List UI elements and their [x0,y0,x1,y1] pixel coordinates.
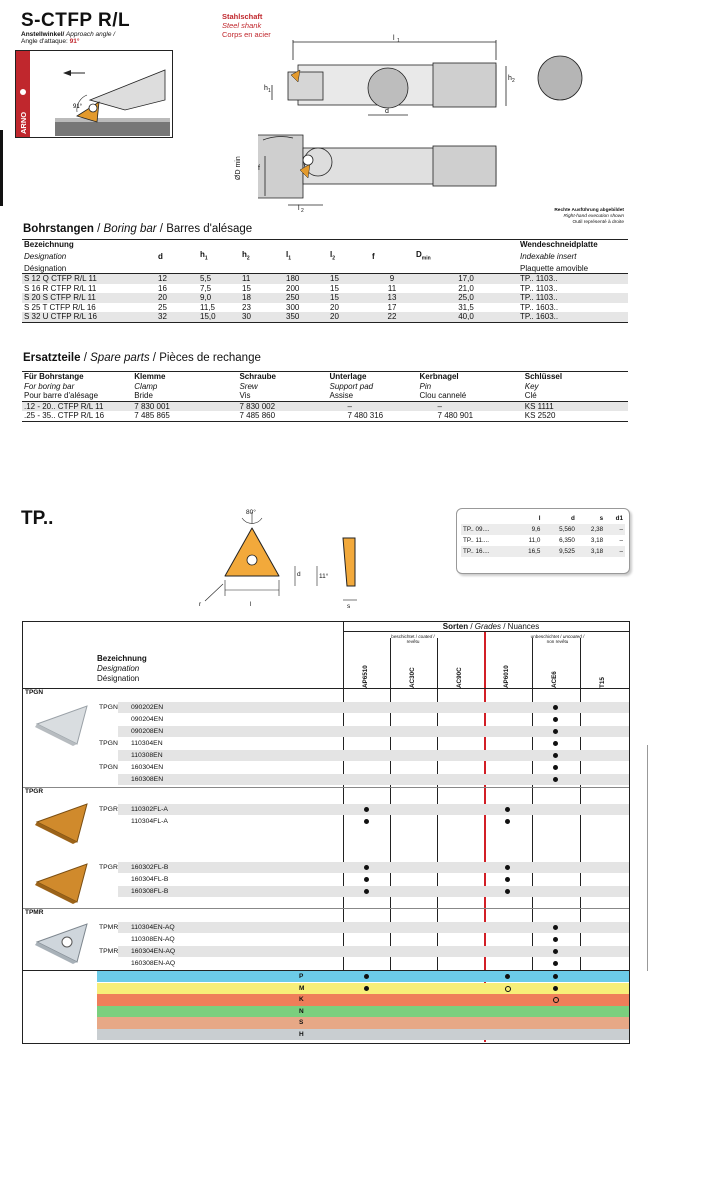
grade-name-ace6: ACE6 [551,671,558,688]
cell-insert: TP.. 1103.. [518,274,628,284]
availability-dot [364,889,369,894]
spare-col-3-de: Unterlage [329,372,367,381]
dim-cell: 6,350 [559,537,575,544]
spare-col-2-en: Srew [239,381,258,391]
availability-dot [553,753,558,758]
cell-designation: S 12 Q CTFP R/L 11 [22,274,156,284]
spare-col-0-en: For boring bar [24,381,75,391]
grade-name-ac90c: AC90C [456,667,463,688]
svg-text:d: d [297,571,301,578]
availability-dot [364,807,369,812]
approach-angle-diagram [15,50,175,140]
cell-designation: S 25 T CTFP R/L 16 [24,302,96,312]
grade-name-t15: T15 [599,677,606,688]
col-insert-de: Wendeschneidplatte [520,240,598,249]
group-divider [23,787,629,788]
availability-dot [553,777,558,782]
heading-de: Bohrstangen [23,223,94,235]
heading-fr: Barres d'alésage [166,223,253,235]
spare-col-0-fr: Pour barre d'alésage [24,391,99,400]
insert-code: 090202EN [131,704,164,711]
dim-header: l [538,515,541,522]
cell-d: 32 [156,312,198,322]
spare-cell: .25 - 35.. CTFP R/L 16 [24,411,105,420]
dim-header: s [599,515,604,522]
cell-dmin: 17,0 [414,274,518,284]
row-shade [118,886,629,897]
availability-dot [505,807,510,812]
coated-label: beschichtet / coated / revêtu [391,634,435,644]
cell-designation: S 16 R CTFP R/L 11 [24,283,97,293]
availability-dot [553,765,558,770]
col-h2: $h_2$ [242,249,250,262]
designation-header: Bezeichnung Designation Désignation [97,654,147,683]
cell-d: 16 [158,283,167,293]
dim-cell: 11,0 [528,537,541,544]
execution-note [480,208,624,226]
spare-parts-table [22,371,628,422]
dim-cell: 3,18 [590,537,604,544]
table-row [22,303,628,313]
col-insert-en: Indexable insert [520,251,577,261]
insert-code: 160304EN-AQ [131,948,176,955]
cell-d: 12 [156,274,198,284]
cell-dmin: 31,5 [458,302,474,312]
spare-col-5-fr: Clé [524,391,537,400]
dim-cell: – [605,524,625,535]
insert-prefix: TPGN [99,704,118,711]
grade-table [22,621,630,1044]
cell-designation: S 32 U CTFP R/L 16 [22,312,156,322]
boring-bar-table [22,239,628,323]
cell-d: 20 [156,293,198,303]
angle-label: 80° [246,509,256,516]
grade-name-ac30c: AC30C [409,667,416,688]
cell-insert: TP.. 1103.. [518,293,628,303]
insert-drawing [195,506,365,612]
header-divider [23,688,629,689]
insert-code: 160308EN [131,776,164,783]
cell-l2: 15 [328,293,370,303]
insert-code: 160308EN-AQ [131,960,176,967]
cell-f: 17 [387,302,397,312]
conditional-ring [505,986,511,992]
heading-en: Boring bar [103,223,157,235]
cell-dmin: 25,0 [414,293,518,303]
spare-col-2-de: Schraube [239,372,276,381]
uncoated-label: unbeschichtet / uncoated / non revêtu [530,634,585,644]
dim-cell: 3,18 [577,546,605,557]
dim-cell: 16,5 [514,546,542,557]
dim-header [461,513,514,524]
availability-dot [553,986,558,991]
material-band-k [96,994,629,1005]
col-h1: $h_1$ [200,249,208,262]
col-f: f [372,251,375,261]
availability-dot [553,717,558,722]
grade-name-ap6510: AP6510 [362,665,369,688]
cell-l1: 180 [284,274,328,284]
dim-header: d [571,515,575,522]
material-band-s [96,1017,629,1028]
material-band-p [96,971,629,982]
spare-en: Spare parts [90,352,150,364]
availability-dot [505,877,510,882]
insert-code: 110304FL-A [131,818,168,825]
svg-text:h: h [508,75,512,82]
availability-dot [364,865,369,870]
cell-l2: 15 [330,283,339,293]
page-title: S-CTFP R/L [21,10,131,31]
spare-cell: KS 2520 [524,411,556,420]
svg-text:l: l [250,601,252,608]
spare-col-2-fr: Vis [239,391,251,400]
material-band-h [96,1029,629,1040]
col-d: d [158,251,163,261]
insert-title: TP.. [21,508,54,529]
tpgr-insert-image [33,802,95,844]
svg-text:91°: 91° [73,104,83,110]
svg-text:l: l [298,205,300,212]
cell-insert: TP.. 1603.. [518,312,628,322]
cell-f: 22 [370,312,414,322]
cell-insert: TP.. 1103.. [520,283,558,293]
insert-code: 160304FL-B [131,876,169,883]
boring-bar-heading: Bohrstangen / Boring bar / Barres d'alésage [23,223,253,235]
cell-l1: 200 [286,283,300,293]
insert-code: 160308FL-B [131,888,169,895]
col-designation-de: Bezeichnung [24,240,74,249]
spare-cell: .12 - 20.. CTFP R/L 11 [22,401,132,411]
table-row [22,401,628,411]
svg-text:f: f [258,165,260,172]
availability-dot [505,865,510,870]
group-name-tpgn: TPGN [25,689,44,696]
approach-de: Anstellwinkel/ [21,31,65,38]
spare-cell: 7 480 316 [347,411,384,420]
availability-dot [505,819,510,824]
table-row [22,312,628,322]
material-letter: P [299,973,304,980]
note-fr: Outil représenté à droite [572,220,624,225]
cell-h1: 9,0 [198,293,240,303]
side-marker [0,130,3,206]
shank-en: Steel shank [222,21,262,30]
material-letter: H [299,1031,304,1038]
spare-col-3-en: Support pad [329,381,374,391]
dim-cell: TP.. 09.... [461,524,514,535]
cell-h2: 30 [240,312,284,322]
spare-col-1-fr: Bride [134,391,153,400]
grade-column-line [343,622,344,971]
row-shade [118,862,629,873]
col-designation-fr: Désignation [24,263,67,273]
availability-dot [553,949,558,954]
availability-dot [553,705,558,710]
availability-dot [505,889,510,894]
cell-h2: 18 [240,293,284,303]
availability-dot [364,819,369,824]
group-name-tpgr: TPGR [25,788,44,795]
cell-h2: 23 [242,302,251,312]
dim-row [461,524,625,535]
insert-code: 110304EN [131,740,163,747]
insert-dimension-table [461,513,625,557]
insert-prefix: TPGN [99,740,118,747]
margin-marker [647,745,648,971]
svg-text:ØD min: ØD min [235,156,242,180]
note-en: Right-hand execution shown [563,214,624,219]
spare-cell: 7 480 901 [437,411,474,420]
spare-cell: 7 485 860 [239,411,276,420]
dim-cell: TP.. 16.... [461,546,514,557]
material-divider [23,970,629,971]
logo-circle-icon [20,89,26,95]
shank-fr: Corps en acier [222,30,271,39]
cell-f: 9 [370,274,414,284]
row-shade [118,804,629,815]
cell-h2: 15 [242,283,251,293]
svg-text:2: 2 [301,208,304,214]
svg-text:2: 2 [512,78,515,84]
spare-cell: – [328,401,418,411]
insert-code: 090208EN [131,728,164,735]
dim-cell: 2,38 [577,524,605,535]
cell-l2: 15 [328,274,370,284]
svg-text:s: s [347,603,351,610]
insert-prefix: TPGR [99,806,118,813]
cell-f: 11 [387,283,397,293]
spare-col-3-fr: Assise [329,391,354,400]
dim-cell: – [605,546,625,557]
cell-h1: 11,5 [200,302,215,312]
spare-col-1-en: Clamp [134,381,158,391]
cell-d: 25 [158,302,167,312]
material-left-line [96,971,97,1041]
col-designation-en: Designation [24,251,67,261]
dim-cell: 9,6 [514,524,542,535]
note-de: Rechte Ausführung abgebildet [554,208,624,213]
spare-col-4-de: Kerbnagel [419,372,459,381]
availability-dot [553,741,558,746]
dim-cell: 5,560 [542,524,576,535]
cell-h1: 15,0 [198,312,240,322]
tpmr-insert-image [33,922,95,964]
availability-dot [553,729,558,734]
cell-h1: 7,5 [200,283,212,293]
insert-code: 110308EN [131,752,163,759]
table-row [22,274,628,284]
cell-designation: S 20 S CTFP R/L 11 [22,293,156,303]
approach-en: Approach angle / [64,31,116,38]
svg-text:d: d [385,108,389,115]
tpgr-insert-image [33,862,95,904]
material-band-n [96,1006,629,1017]
approach-angle [21,31,115,46]
table-row [22,411,628,421]
approach-fr: Angle d'attaque: [21,38,70,46]
group-divider [23,908,629,909]
spare-cell: 7 830 002 [237,401,327,411]
grades-heading: Sorten / Grades / Nuances [442,622,540,631]
availability-dot [364,986,369,991]
table-row [22,293,628,303]
cell-l1: 300 [286,302,300,312]
grade-name-ap6010: AP6010 [503,665,510,688]
spare-de: Ersatzteile [23,352,81,364]
dim-cell: 9,525 [542,546,576,557]
spare-fr: Pièces de rechange [159,352,261,364]
cell-f: 13 [370,293,414,303]
group-name-tpmr: TPMR [25,909,44,916]
svg-text:r: r [199,601,202,608]
clearance-label: 11° [319,573,329,580]
cell-l2: 20 [328,312,370,322]
cell-l1: 350 [284,312,328,322]
col-l1: $l_1$ [286,249,292,262]
insert-code: 160302FL-B [131,864,169,871]
svg-text:1: 1 [397,38,400,44]
dim-cell: TP.. 11.... [463,537,490,544]
dim-row [461,535,625,546]
spare-cell: 7 830 001 [132,401,237,411]
cell-dmin: 40,0 [414,312,518,322]
cell-h1: 5,5 [198,274,240,284]
insert-dimension-box [456,508,630,574]
cell-l1: 250 [284,293,328,303]
dim-row [461,546,625,557]
spare-cell: KS 1111 [523,401,628,411]
insert-prefix: TPMR [99,948,119,955]
dim-header: d1 [615,515,623,522]
insert-code: 160304EN [131,764,164,771]
cell-dmin: 21,0 [458,283,474,293]
shank-de: Stahlschaft [222,12,263,21]
cell-l2: 20 [330,302,339,312]
availability-dot [553,937,558,942]
svg-text:ARNO: ARNO [19,111,28,134]
availability-dot [364,877,369,882]
insert-code: 110308EN-AQ [131,936,175,943]
svg-text:l: l [393,35,395,42]
spare-cell: – [418,401,523,411]
insert-code: 090204EN [131,716,164,723]
spare-col-5-en: Key [524,381,539,391]
material-band-m [96,983,629,994]
availability-dot [553,961,558,966]
col-dmin: $D_{min}$ [416,249,431,262]
dim-cell: – [619,537,623,544]
spare-col-4-fr: Clou cannelé [419,391,467,400]
grade-divider [343,631,629,632]
availability-dot [553,925,558,930]
insert-code: 110302FL-A [131,806,168,813]
svg-text:1: 1 [268,88,271,94]
material-letter: S [299,1019,304,1027]
material-letter: M [299,984,305,992]
spare-col-4-en: Pin [419,381,432,391]
svg-text:h: h [264,85,268,92]
material-letter: N [299,1007,304,1015]
insert-prefix: TPGN [99,764,118,771]
spare-parts-heading: Ersatzteile / Spare parts / Pièces de rechange [23,352,261,364]
spare-col-1-de: Klemme [134,372,166,381]
col-l2: $l_2$ [330,249,336,262]
col-insert-fr: Plaquette amovible [520,263,589,273]
material-letter: K [299,996,304,1004]
spare-cell: 7 485 865 [134,411,170,420]
insert-code: 110304EN-AQ [131,924,175,931]
approach-value: 91° [69,38,80,46]
spare-col-5-de: Schlüssel [524,372,563,381]
insert-prefix: TPMR [99,924,119,931]
spare-col-0-de: Für Bohrstange [24,372,84,381]
cell-h2: 11 [240,274,284,284]
insert-prefix: TPGR [99,864,118,871]
table-row [22,284,628,294]
tpgn-insert-image [33,704,95,746]
cell-insert: TP.. 1603.. [520,302,559,312]
